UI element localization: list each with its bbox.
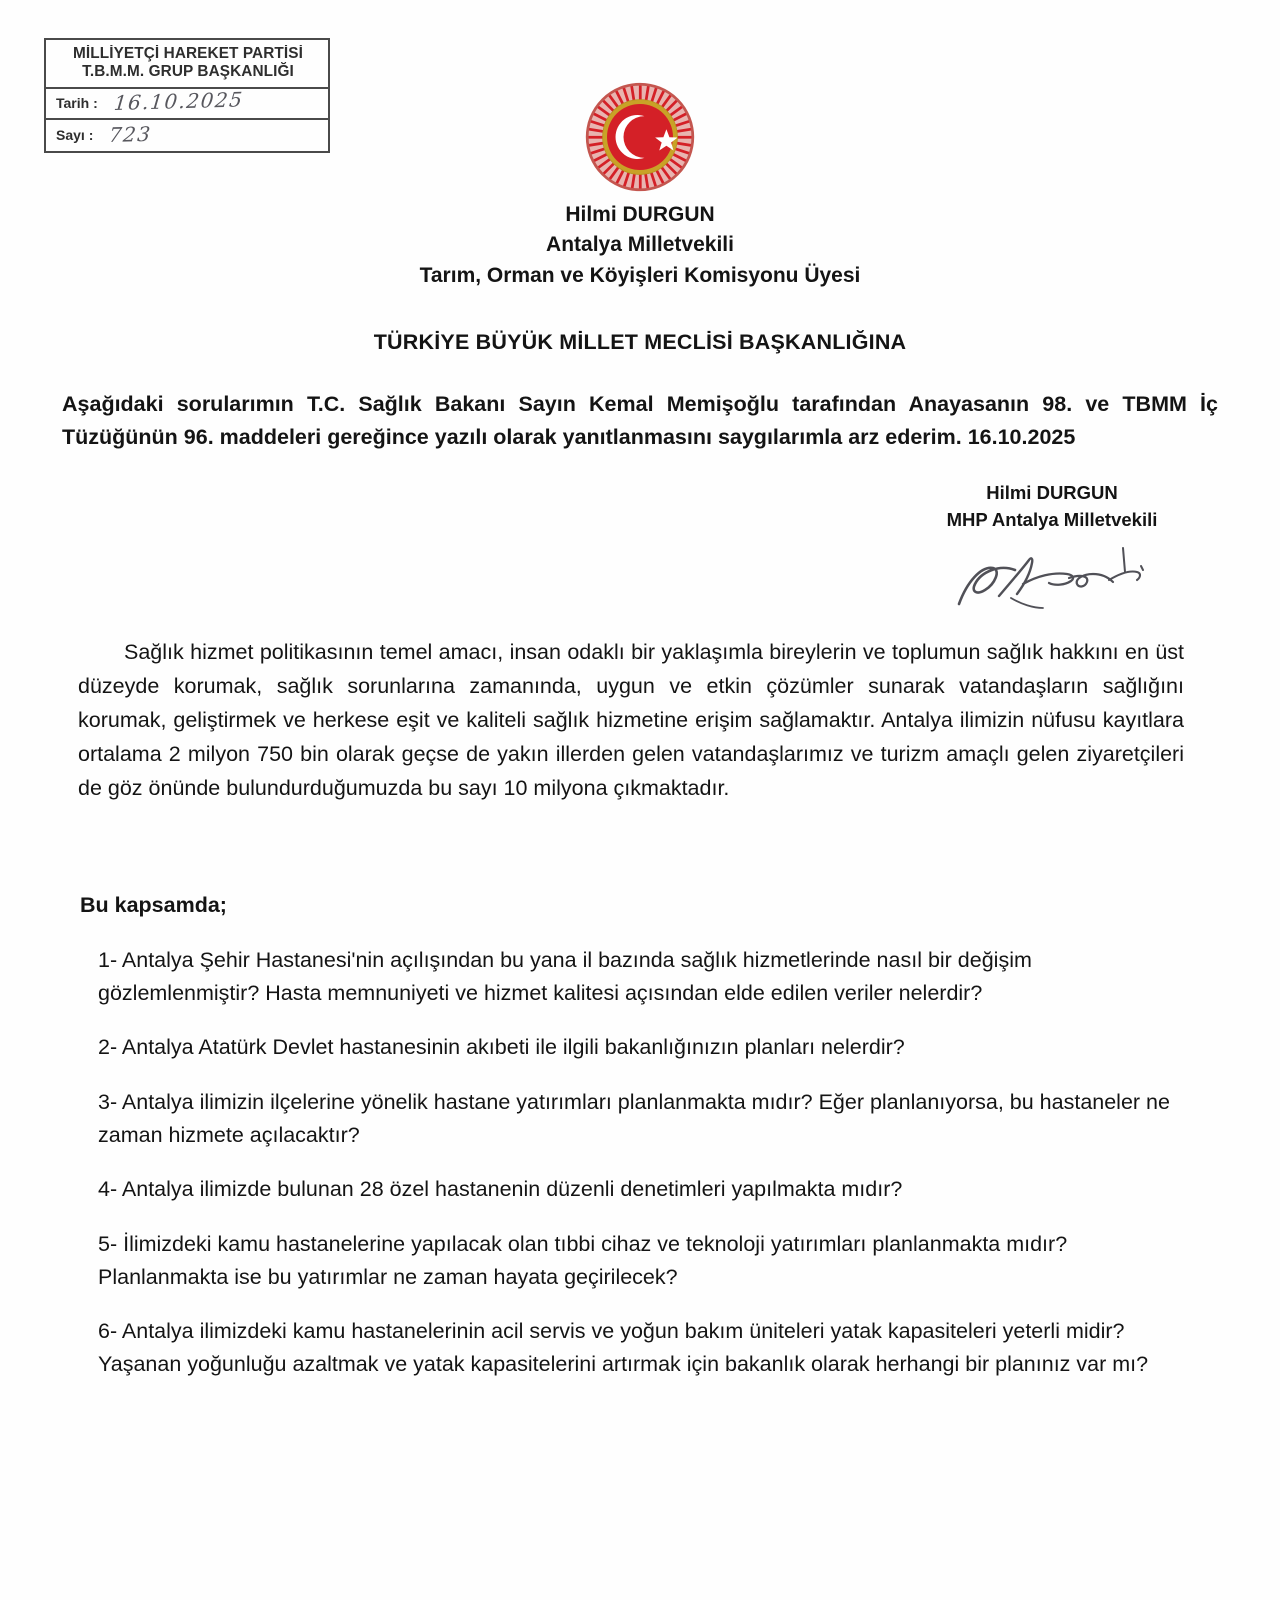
stamp-number-label: Sayı :	[56, 127, 94, 144]
question-item: 3- Antalya ilimizin ilçelerine yönelik hastane yatırımları planlanmakta mıdır? Eğer planlanıyorsa, bu hastaneler ne zaman hizmete açılacaktır?	[98, 1090, 1170, 1147]
request-paragraph: Aşağıdaki sorularımın T.C. Sağlık Bakanı Sayın Kemal Memişoğlu tarafından Anayasanın 98. ve TBMM İç Tüzüğünün 96. maddeleri gereğince yazılı olarak yanıtlanmasını saygılarımla arz ederim. 16.10.2025	[62, 392, 1218, 449]
stamp-date-label: Tarih :	[56, 95, 98, 112]
question-item: 2- Antalya Atatürk Devlet hastanesinin akıbeti ile ilgili bakanlığınızın planları nelerdir?	[98, 1035, 905, 1060]
signature-block	[922, 480, 1182, 616]
handwritten-signature-icon	[937, 538, 1167, 616]
question-item: 5- İlimizdeki kamu hastanelerine yapılacak olan tıbbi cihaz ve teknoloji yatırımları planlanmakta mıdır? Planlanmakta ise bu yatırımlar ne zaman hayata geçirilecek?	[98, 1232, 1068, 1289]
addressee-line: TÜRKİYE BÜYÜK MİLLET MECLİSİ BAŞKANLIĞINA	[373, 330, 907, 354]
signer-name: Hilmi DURGUN	[986, 482, 1118, 503]
header-member-title: Antalya Milletvekili	[546, 233, 734, 257]
signer-title: MHP Antalya Milletvekili	[946, 508, 1158, 530]
question-item: 1- Antalya Şehir Hastanesi'nin açılışından bu yana il bazında sağlık hizmetlerinde nasıl bir değişim gözlemlenmiştir? Hasta memnuniyeti ve hizmet kalitesi açısından elde edilen veriler nelerdir?	[98, 948, 1032, 1005]
questions-list	[98, 944, 1188, 1381]
stamp-title-line2: T.B.M.M. GRUP BAŞKANLIĞI	[82, 62, 294, 80]
stamp-title-line1: MİLLİYETÇİ HAREKET PARTİSİ	[73, 45, 303, 62]
stamp-number-value: 723	[108, 122, 154, 148]
question-item: 6- Antalya ilimizdeki kamu hastanelerinin acil servis ve yoğun bakım üniteleri yatak kapasiteleri yeterli midir? Yaşanan yoğunluğu azaltmak ve yatak kapasitelerini artırmak için bakanlık olarak herhangi bir planınız var mı?	[98, 1319, 1149, 1377]
scope-heading: Bu kapsamda;	[80, 893, 227, 917]
header-member-name: Hilmi DURGUN	[565, 203, 715, 226]
tbmm-emblem-icon	[585, 82, 695, 192]
question-item: 4- Antalya ilimizde bulunan 28 özel hastanenin düzenli denetimleri yapılmakta mıdır?	[98, 1177, 903, 1202]
emblem-container	[0, 82, 1280, 192]
header-committee: Tarım, Orman ve Köyişleri Komisyonu Üyesi	[419, 263, 861, 287]
body-paragraph: Sağlık hizmet politikasının temel amacı, insan odaklı bir yaklaşımla bireylerin ve toplumun sağlık hakkını en üst düzeyde korumak, sağlık sorunlarına zamanında, uygun ve etkin çözümler sunarak vatandaşların sağlığını korumak, geliştirmek ve herkese eşit ve kaliteli sağlık hizmetine erişim sağlamaktır. Antalya ilimizin nüfusu kayıtlara ortalama 2 milyon 750 bin olarak geçse de yakın illerden gelen vatandaşlarımız ve turizm amaçlı gelen ziyaretçileri de göz önünde bulundurduğumuzda bu sayı 10 milyona çıkmaktadır.	[78, 640, 1184, 800]
header-identity-block	[0, 200, 1280, 291]
stamp-date-value: 16.10.2025	[112, 87, 245, 116]
